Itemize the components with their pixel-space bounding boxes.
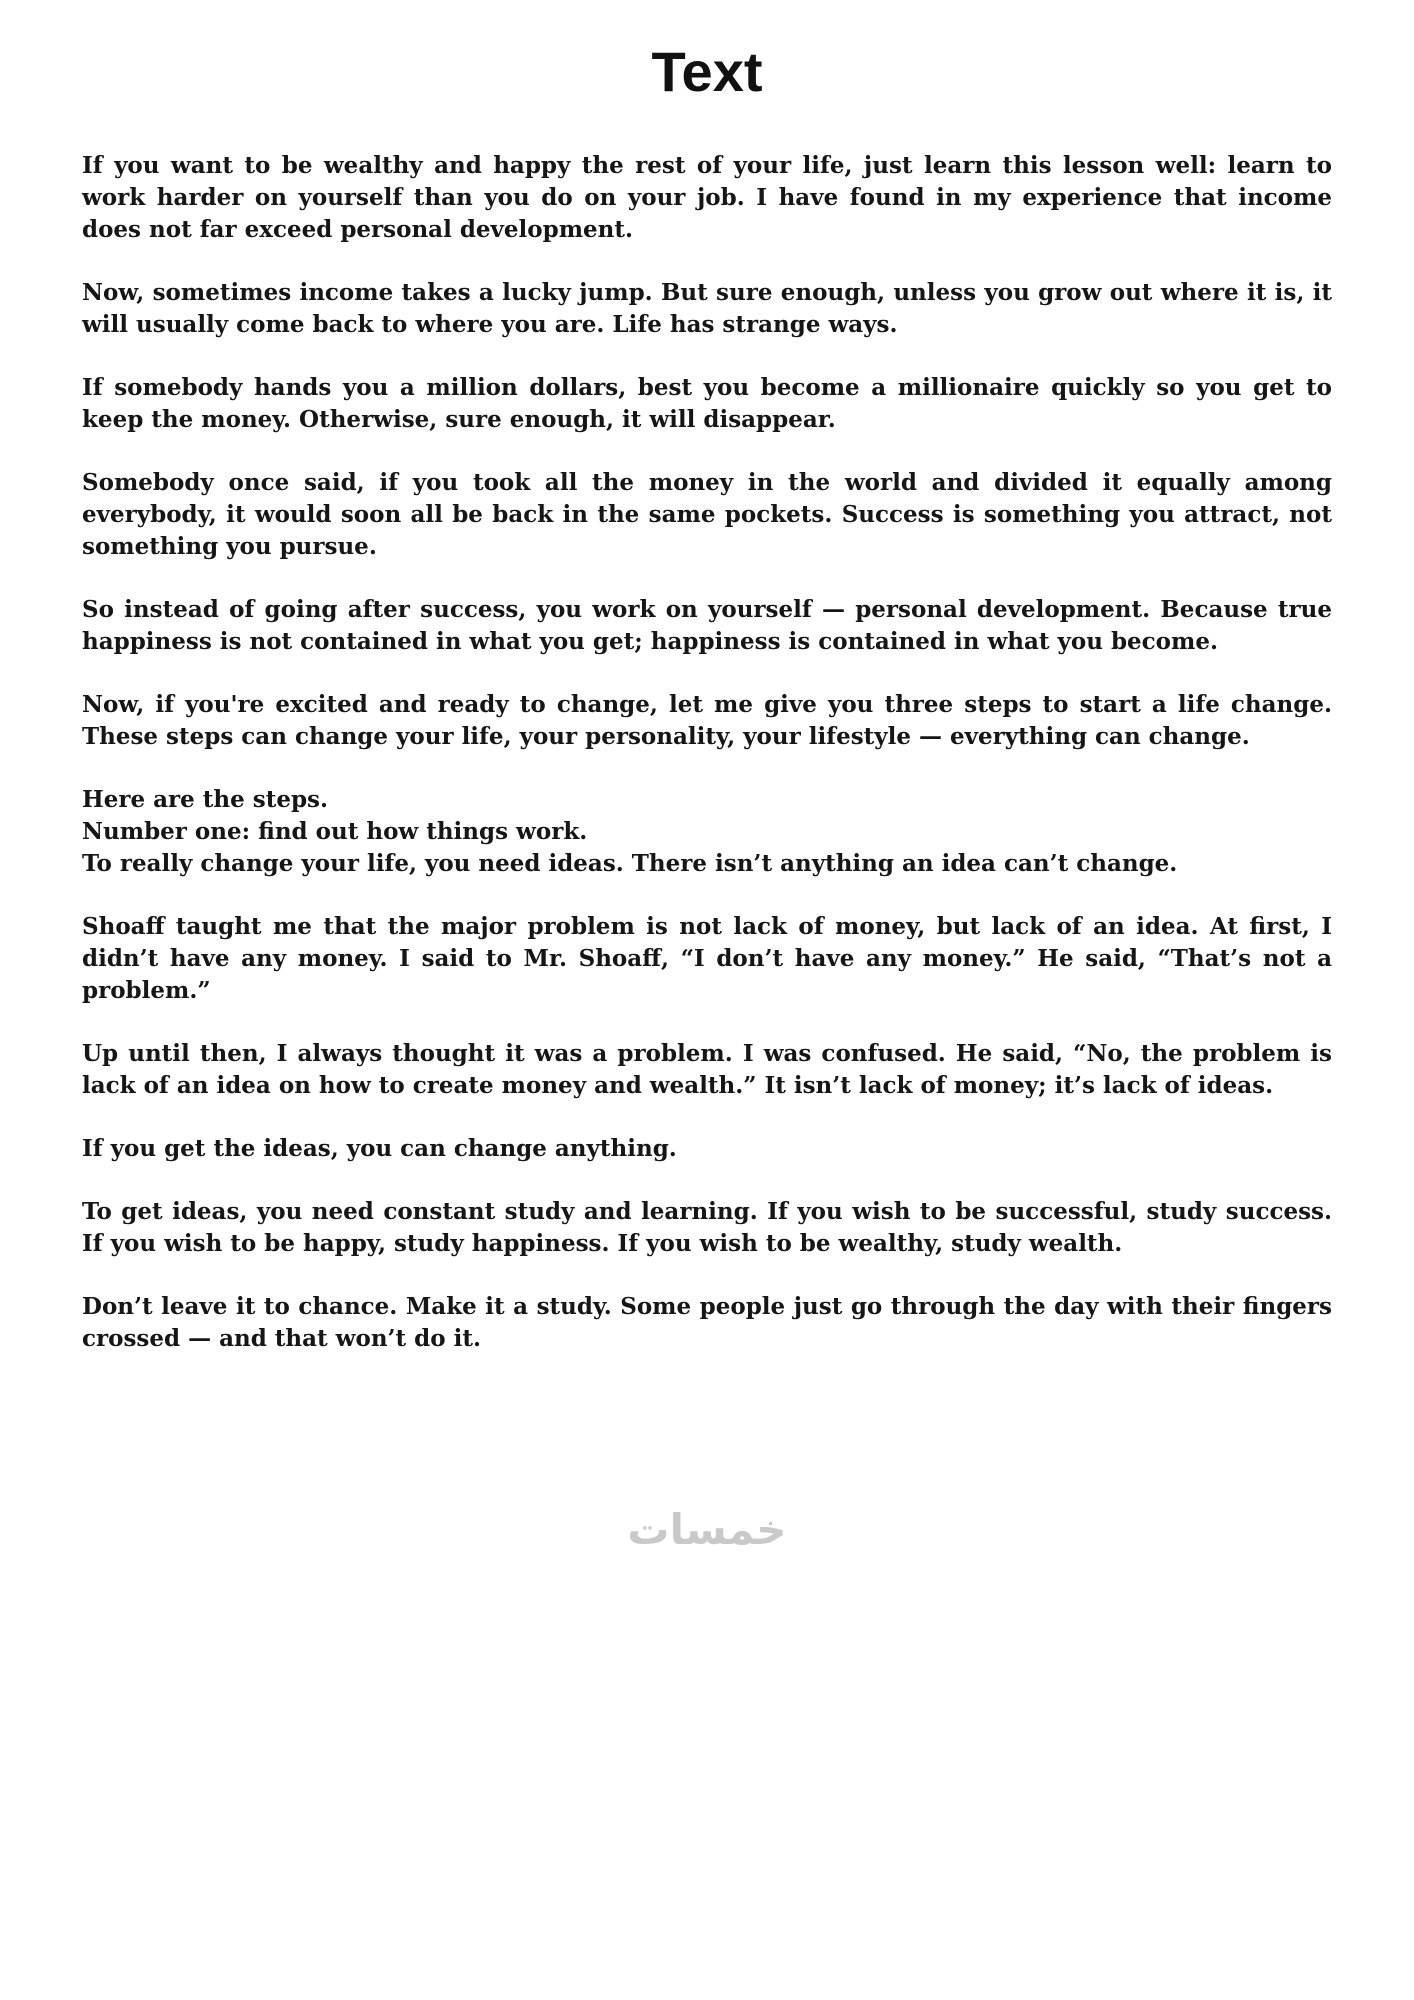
paragraph: Somebody once said, if you took all the money in the world and divided it equally among everybody, it would soon all be back in the same pockets. Success is something you attract, not something you pursue.: [82, 469, 1332, 560]
step-line: Number one: find out how things work.: [82, 818, 588, 845]
paragraph-steps: [82, 784, 1332, 880]
paragraph: Now, sometimes income takes a lucky jump. But sure enough, unless you grow out where it is, it will usually come back to where you are. Life has strange ways.: [82, 279, 1332, 338]
paragraph: Up until then, I always thought it was a problem. I was confused. He said, “No, the problem is lack of an idea on how to create money and wealth.” It isn’t lack of money; it’s lack of ideas.: [82, 1040, 1332, 1099]
paragraph: Don’t leave it to chance. Make it a study. Some people just go through the day with their fingers crossed — and that won’t do it.: [82, 1293, 1332, 1352]
paragraph: Shoaff taught me that the major problem is not lack of money, but lack of an idea. At first, I didn’t have any money. I said to Mr. Shoaff, “I don’t have any money.” He said, “That’s not a problem.”: [82, 913, 1332, 1004]
step-line: To really change your life, you need ideas. There isn’t anything an idea can’t change.: [82, 850, 1178, 877]
paragraph: So instead of going after success, you work on yourself — personal development. Because true happiness is not contained in what you get; happiness is contained in what you become.: [82, 596, 1332, 655]
paragraph: If you get the ideas, you can change anything.: [82, 1135, 677, 1162]
khamsat-watermark: خمسات: [627, 1505, 787, 1554]
step-line: Here are the steps.: [82, 786, 329, 813]
paragraph: To get ideas, you need constant study and learning. If you wish to be successful, study success. If you wish to be happy, study happiness. If you wish to be wealthy, study wealth.: [82, 1198, 1332, 1257]
paragraph: If you want to be wealthy and happy the rest of your life, just learn this lesson well: learn to work harder on yourself than you do on your job. I have found in my experience that income does not far exceed personal development.: [82, 152, 1332, 243]
paragraph: If somebody hands you a million dollars, best you become a millionaire quickly so you get to keep the money. Otherwise, sure enough, it will disappear.: [82, 374, 1332, 433]
paragraph: Now, if you're excited and ready to change, let me give you three steps to start a life change. These steps can change your life, your personality, your lifestyle — everything can change.: [82, 691, 1332, 750]
page-title: Text: [651, 40, 763, 103]
document-body: [82, 150, 1332, 1355]
